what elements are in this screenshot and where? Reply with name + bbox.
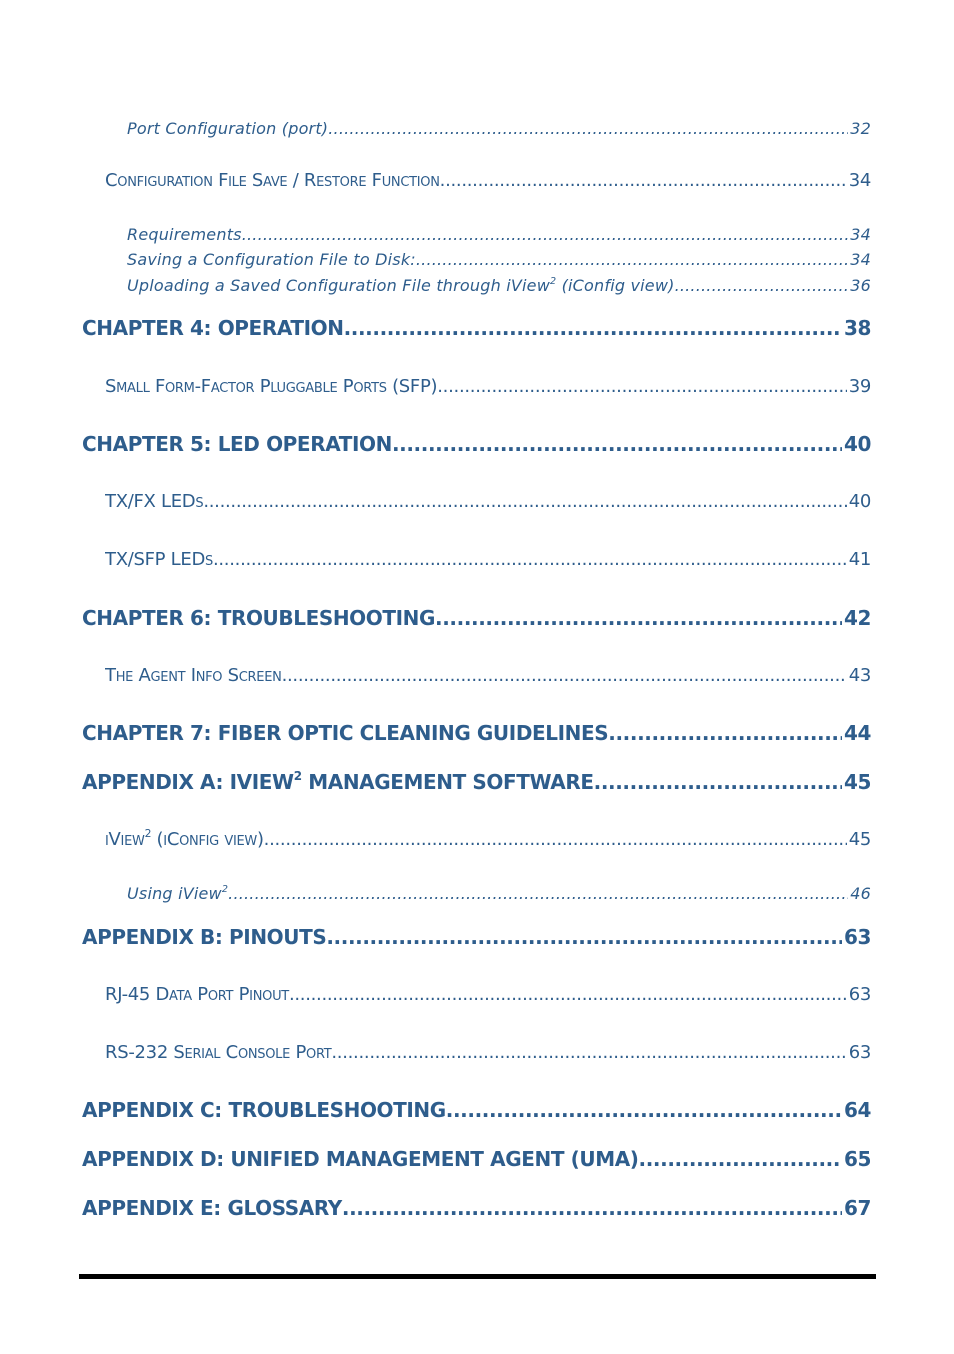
toc-entry-requirements[interactable] [127, 225, 871, 244]
toc-entry-chapter-5[interactable] [82, 432, 871, 456]
toc-entry-title: Small Form-Factor Pluggable Ports (SFP) [105, 376, 438, 397]
toc-dot-leader [446, 1098, 842, 1122]
toc-page-number: 34 [848, 170, 871, 191]
toc-entry-title: APPENDIX A: IVIEW$^2$ MANAGEMENT SOFTWARE [82, 770, 594, 794]
toc-entry-chapter-6[interactable] [82, 606, 871, 630]
toc-entry-rj45-pinout[interactable] [105, 984, 871, 1005]
toc-dot-leader [435, 606, 842, 630]
toc-entry-title: Configuration File Save / Restore Function [105, 170, 440, 191]
toc-page-number: 63 [848, 984, 871, 1005]
toc-entry-title: RJ-45 Data Port Pinout [105, 984, 289, 1005]
toc-entry-title: Port Configuration (port) [127, 119, 329, 138]
toc-dot-leader [264, 829, 847, 850]
toc-page-number: 46 [850, 884, 871, 903]
toc-page-number: 65 [843, 1147, 871, 1171]
toc-entry-appendix-b[interactable] [82, 925, 871, 949]
toc-entry-title: iView$^2$ (iConfig view) [105, 829, 264, 850]
toc-dot-leader [228, 884, 848, 903]
toc-page-number: 44 [843, 721, 871, 745]
toc-page-number: 45 [843, 770, 871, 794]
toc-page-number: 40 [848, 491, 871, 512]
superscript: 2 [144, 829, 152, 840]
toc-page-number: 34 [850, 250, 871, 269]
toc-dot-leader [392, 432, 842, 456]
toc-dot-leader [594, 770, 842, 794]
toc-dot-leader [675, 276, 849, 295]
toc-dot-leader [289, 984, 847, 1005]
toc-entry-agent-info-screen[interactable] [105, 665, 871, 686]
toc-page-number: 38 [843, 316, 871, 340]
toc-entry-title: CHAPTER 6: TROUBLESHOOTING [82, 606, 436, 630]
toc-page-number: 45 [848, 829, 871, 850]
toc-dot-leader [328, 119, 848, 138]
toc-entry-appendix-c[interactable] [82, 1098, 871, 1122]
toc-entry-title: APPENDIX D: UNIFIED MANAGEMENT AGENT (UMA) [82, 1147, 639, 1171]
toc-entry-title: CHAPTER 5: LED OPERATION [82, 432, 392, 456]
toc-page-number: 32 [850, 119, 871, 138]
superscript: 2 [221, 884, 229, 895]
toc-entry-iview-iconfig[interactable] [105, 829, 871, 850]
toc-dot-leader [416, 250, 848, 269]
toc-entry-tx-fx-leds[interactable] [105, 491, 871, 512]
toc-entry-appendix-e[interactable] [82, 1196, 871, 1220]
toc-entry-title: Uploading a Saved Configuration File through iView$^2$ (iConfig view) [127, 276, 675, 295]
toc-page-number: 34 [850, 225, 871, 244]
toc-entry-title: Requirements [127, 225, 242, 244]
toc-entry-saving-configuration-file[interactable] [127, 250, 871, 269]
toc-entry-using-iview[interactable] [127, 884, 871, 903]
toc-entry-title: APPENDIX E: GLOSSARY [82, 1196, 342, 1220]
toc-dot-leader [213, 549, 847, 570]
toc-page-number: 67 [843, 1196, 871, 1220]
toc-entry-title: Saving a Configuration File to Disk: [127, 250, 416, 269]
toc-dot-leader [242, 225, 849, 244]
toc-dot-leader [326, 925, 842, 949]
toc-entry-title: TX/SFP LEDs [105, 549, 213, 570]
toc-entry-chapter-4[interactable] [82, 316, 871, 340]
toc-dot-leader [342, 1196, 842, 1220]
toc-page-number: 43 [848, 665, 871, 686]
toc-entry-sfp-ports[interactable] [105, 376, 871, 397]
footer-rule [79, 1274, 876, 1279]
toc-dot-leader [639, 1147, 842, 1171]
toc-page-number: 64 [843, 1098, 871, 1122]
toc-page-number: 41 [848, 549, 871, 570]
toc-entry-title: CHAPTER 4: OPERATION [82, 316, 344, 340]
toc-entry-title: Using iView$^2$ [127, 884, 229, 903]
toc-dot-leader [437, 376, 846, 397]
toc-entry-title: APPENDIX B: PINOUTS [82, 925, 327, 949]
toc-dot-leader [282, 665, 847, 686]
toc-page-number: 63 [848, 1042, 871, 1063]
toc-page-number: 40 [843, 432, 871, 456]
toc-entry-rs232-console-port[interactable] [105, 1042, 871, 1063]
toc-entry-title: CHAPTER 7: FIBER OPTIC CLEANING GUIDELINES [82, 721, 609, 745]
toc-entry-tx-sfp-leds[interactable] [105, 549, 871, 570]
toc-dot-leader [344, 316, 842, 340]
toc-entry-title: The Agent Info Screen [105, 665, 282, 686]
toc-entry-chapter-7[interactable] [82, 721, 871, 745]
toc-page-number: 39 [848, 376, 871, 397]
toc-page-number: 63 [843, 925, 871, 949]
toc-entry-appendix-d[interactable] [82, 1147, 871, 1171]
superscript: 2 [549, 276, 557, 287]
toc-entry-title: APPENDIX C: TROUBLESHOOTING [82, 1098, 446, 1122]
toc-entry-port-configuration[interactable] [127, 119, 871, 138]
toc-dot-leader [608, 721, 842, 745]
toc-page-number: 42 [843, 606, 871, 630]
toc-dot-leader [331, 1042, 846, 1063]
toc-dot-leader [440, 170, 847, 191]
toc-entry-appendix-a[interactable] [82, 770, 871, 794]
toc-dot-leader [203, 491, 846, 512]
toc-entry-title: TX/FX LEDs [105, 491, 204, 512]
toc-page-number: 36 [850, 276, 871, 295]
toc-entry-title: RS-232 Serial Console Port [105, 1042, 332, 1063]
toc-entry-uploading-configuration-file[interactable] [127, 276, 871, 295]
toc-entry-configuration-file-save-restore[interactable] [105, 170, 871, 191]
superscript: 2 [293, 770, 302, 783]
